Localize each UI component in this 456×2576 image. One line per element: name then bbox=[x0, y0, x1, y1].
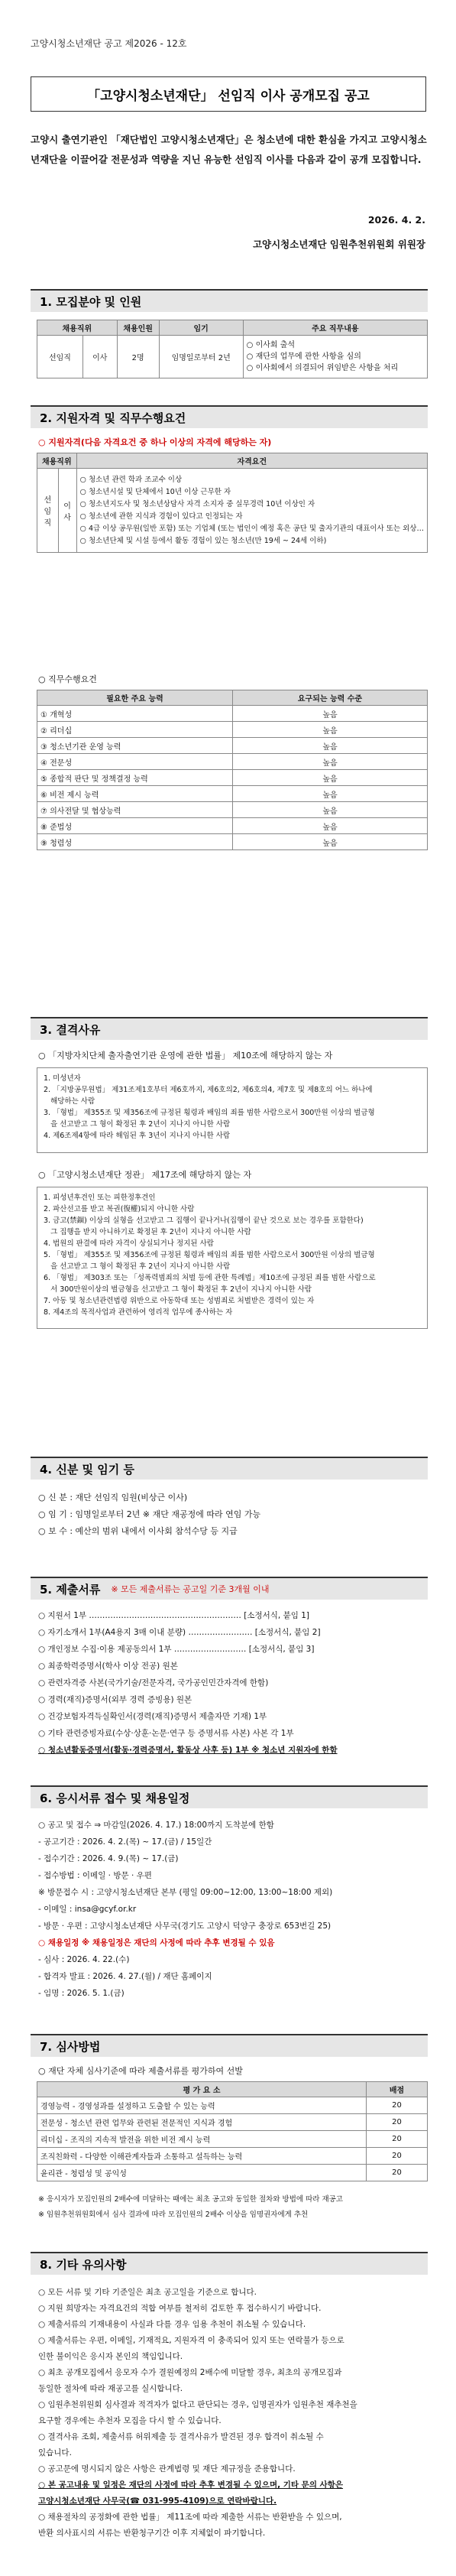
schedule-line: - 접수방법 : 이메일 · 방문 · 우편 bbox=[38, 1871, 152, 1880]
note-line: ○ 지원 희망자는 자격요건의 적합 여부를 철저히 검토한 후 접수하시기 바랍니다. bbox=[38, 2304, 322, 2313]
note-line: ○ 임원추천위원회 심사결과 적격자가 없다고 판단되는 경우, 임명권자가 임원추천 재추천을 bbox=[38, 2400, 357, 2409]
schedule-line: - 합격자 발표 : 2026. 4. 27.(월) / 재단 홈페이지 bbox=[38, 1972, 212, 1981]
section-6-heading: 6. 응시서류 접수 및 채용일정 bbox=[31, 1785, 428, 1808]
document-line: ○ 기타 관련증빙자료(수상·상훈·논문·연구 등 증명서류 사본) 사본 각 1부 bbox=[38, 1729, 294, 1738]
ability-row: ⑨ 청렴성 bbox=[37, 834, 233, 850]
box2-line: 7. 아동 및 청소년관련법령 위반으로 아동학대 또는 성범죄로 처벌받은 경력이 있는 자 bbox=[44, 1297, 315, 1305]
criteria-row: 윤리관 - 청렴성 및 공익성 bbox=[37, 2165, 367, 2181]
recruit-table bbox=[37, 320, 428, 378]
note-line: 요구할 경우에는 추천자 모집을 다시 할 수 있습니다. bbox=[38, 2416, 222, 2425]
section-1-heading: 1. 모집분야 및 인원 bbox=[31, 289, 428, 312]
score-cell: 20 bbox=[367, 2097, 428, 2114]
col-requirements: 자격요건 bbox=[76, 453, 427, 469]
box2-line: 4. 법원의 판결에 따라 자격이 상실되거나 정지된 사람 bbox=[44, 1239, 214, 1248]
position-cell-2: 이사 bbox=[58, 469, 76, 553]
box1-line: 1. 미성년자 bbox=[44, 1074, 81, 1083]
evaluation-note-2: ※ 임원추천위원회에서 심사 결과에 따라 모집인원의 2배수 이상을 임명권자에게 추천 bbox=[38, 2211, 309, 2219]
box2-line: 2. 파산선고를 받고 복권(復權)되지 아니한 사람 bbox=[44, 1205, 195, 1213]
req-6: 청소년단체 및 시설 등에서 활동 경험이 있는 청소년(만 19세 ~ 24세 이하) bbox=[88, 536, 327, 545]
schedule-line: - 심사 : 2026. 4. 22.(수) bbox=[38, 1955, 130, 1964]
section-5-note: ※ 모든 제출서류는 공고일 기준 3개월 이내 bbox=[111, 1584, 270, 1594]
documents-list bbox=[38, 1607, 428, 1759]
ability-row: ④ 전문성 bbox=[37, 754, 233, 770]
box1-line: 해당하는 사람 bbox=[44, 1097, 95, 1106]
eligibility-subtitle: ○ 지원자격(다음 자격요건 중 하나 이상의 자격에 해당하는 자) bbox=[38, 437, 272, 447]
box1-line: 을 선고받고 그 형이 확정된 후 2년이 지나지 아니한 사람 bbox=[44, 1120, 231, 1129]
schedule-line: - 임명 : 2026. 5. 1.(금) bbox=[38, 1989, 125, 1998]
evaluation-table bbox=[37, 2081, 428, 2181]
note-line: 있습니다. bbox=[38, 2448, 72, 2457]
schedule-line-0 bbox=[38, 1817, 428, 1834]
ability-row: ⑤ 종합적 판단 및 정책결정 능력 bbox=[37, 770, 233, 786]
level-cell: 높음 bbox=[233, 738, 428, 754]
requirements-cell: ○ 청소년 관련 학과 조교수 이상 ○ 청소년시설 및 단체에서 10년 이상 근무한 자 ○ 청소년지도사 및 청소년상담사 자격 소지자 중 실무경력 10년 이상인 자 ○ 청소년에 관한 지식과 경험이 있다고 인정되는 자 ○ 4급 이상 공무원(일반 포함) 또는 기업체 (또는 법인이 예정 혹은 공단 및 출자기관의 대표이사 또는 외상… ○ 청소년단체 및 시설 등에서 활동 경험이 있는 청소년(만 19세 ~ 24세 이하) bbox=[76, 469, 427, 553]
position-cell-2: 이사 bbox=[82, 336, 117, 378]
status-list bbox=[38, 1489, 428, 1540]
job-req-table bbox=[37, 690, 428, 850]
box2-line: 5. 「형법」 제355조 및 제356조에 규정된 횡령과 배임의 죄를 범한 사람으로서 300만원 이상의 벌금형 bbox=[44, 1251, 375, 1259]
status-line: ○ 신 분 : 재단 선임직 임원(비상근 이사) bbox=[38, 1493, 188, 1502]
col-score: 배점 bbox=[367, 2082, 428, 2097]
contact-note-line: ○ 본 공고내용 및 일정은 재단의 사정에 따라 추후 변경될 수 있으며, 기타 문의 사항은 bbox=[38, 2480, 344, 2490]
req-4: 청소년에 관한 지식과 경험이 있다고 인정되는 자 bbox=[88, 512, 243, 521]
score-cell: 20 bbox=[367, 2131, 428, 2148]
level-cell: 높음 bbox=[233, 706, 428, 722]
document-line: ○ 자기소개서 1부(A4용지 3매 이내 분량) …………………… [소정서식, 붙임 2] bbox=[38, 1628, 321, 1637]
level-cell: 높음 bbox=[233, 722, 428, 738]
box2-line: 서 300만원이상의 벌금형을 선고받고 그 형이 확정된 후 2년이 지나지 아니한 사람 bbox=[44, 1285, 312, 1294]
note-line: ○ 모든 서류 및 기타 기준일은 최초 공고일을 기준으로 합니다. bbox=[38, 2288, 257, 2297]
criteria-row: 조직친화력 - 다양한 이해관계자들과 소통하고 설득하는 능력 bbox=[37, 2148, 367, 2165]
col-position: 채용직위 bbox=[37, 320, 118, 336]
schedule-line: - 방문 · 우편 : 고양시청소년재단 사무국(경기도 고양시 덕양구 충장로 653번길 25) bbox=[38, 1921, 331, 1931]
note-line: ○ 결격사유 조회, 제출서류 허위제출 등 결격사유가 발견된 경우 합격이 취소될 수 bbox=[38, 2432, 324, 2441]
evaluation-sub: ○ 재단 자체 심사기준에 따라 제출서류를 평가하여 선발 bbox=[38, 2066, 243, 2076]
evaluation-note-1: ※ 응시자가 모집인원의 2배수에 미달하는 때에는 최초 공고와 동일한 절차와 방법에 따라 재공고 bbox=[38, 2195, 343, 2204]
level-cell: 높음 bbox=[233, 770, 428, 786]
schedule-line: ○ 채용일정 ※ 채용일정은 재단의 사정에 따라 추후 변경될 수 있음 bbox=[38, 1938, 275, 1947]
ability-row: ⑧ 준법성 bbox=[37, 818, 233, 834]
notice-number: 고양시청소년재단 공고 제2026 - 12호 bbox=[31, 38, 187, 49]
col-duties: 주요 직무내용 bbox=[243, 320, 427, 336]
col-term: 임기 bbox=[159, 320, 243, 336]
section-5-heading bbox=[31, 1577, 428, 1600]
count-cell: 2명 bbox=[117, 336, 159, 378]
section-8-heading: 8. 기타 유의사항 bbox=[31, 2252, 428, 2275]
schedule-list bbox=[38, 1817, 428, 2002]
section-5-title: 5. 제출서류 bbox=[40, 1582, 101, 1597]
document-line: ○ 최종학력증명서(학사 이상 전공) 원본 bbox=[38, 1662, 178, 1671]
ability-row: ② 리더십 bbox=[37, 722, 233, 738]
box1-line: 2. 「지방공무원법」 제31조제1호부터 제6호까지, 제6호의2, 제6호의4, 제7호 및 제8호의 어느 하나에 bbox=[44, 1086, 373, 1094]
disqualification-box-1 bbox=[37, 1067, 428, 1153]
note-line: ○ 채용절차의 공정화에 관한 법률」 제11조에 따라 제출한 서류는 반환받을 수 있으며, bbox=[38, 2513, 342, 2522]
schedule-text: ○ 공고 및 접수 ⇒ 마감일(2026. 4. 17.) 18:00까지 도착분에 한함 bbox=[38, 1821, 274, 1830]
note-line: ○ 공고문에 명시되지 않은 사항은 관계법령 및 재단 제규정을 준용합니다. bbox=[38, 2464, 296, 2474]
box2-line: 8. 제4조의 목적사업과 관련하여 영리적 업무에 종사하는 자 bbox=[44, 1308, 233, 1317]
schedule-line: ※ 방문접수 시 : 고양시청소년재단 본부 (평일 09:00~12:00, 13:00~18:00 제외) bbox=[38, 1888, 333, 1897]
box1-line: 4. 제6조제4항에 따라 해임된 후 3년이 지나지 아니한 사람 bbox=[44, 1132, 231, 1140]
document-line: ○ 지원서 1부 ………………………………………………… [소정서식, 붙임 1] bbox=[38, 1611, 310, 1620]
level-cell: 높음 bbox=[233, 786, 428, 802]
schedule-line: - 접수기간 : 2026. 4. 9.(목) ~ 17.(금) bbox=[38, 1854, 179, 1863]
intro-text: 고양시 출연기관인 「재단법인 고양시청소년재단」은 청소년에 대한 환심을 가지고 고양시청소년재단을 이끌어갈 전문성과 역량을 지닌 유능한 선임직 이사를 다음과 같이 공개 모집합니다. bbox=[31, 134, 427, 165]
notes-list bbox=[38, 2285, 428, 2542]
note-line: 인한 불이익은 응시자 본인의 책임입니다. bbox=[38, 2352, 183, 2361]
note-line: 동일한 절차에 따라 재공고를 실시합니다. bbox=[38, 2384, 183, 2393]
youth-document-line: ○ 청소년활동증명서(활동·경력증명서, 활동상 사후 등) 1부 ※ 청소년 지원자에 한함 bbox=[38, 1746, 338, 1755]
status-line: ○ 임 기 : 임명일로부터 2년 ※ 재단 재공정에 따라 연임 가능 bbox=[38, 1509, 261, 1519]
disqualification-sub-2: ○ 「고양시청소년재단 정관」 제17조에 해당하지 않는 자 bbox=[38, 1170, 252, 1180]
req-2: 청소년시설 및 단체에서 10년 이상 근무한 자 bbox=[88, 487, 231, 496]
status-line: ○ 보 수 : 예산의 범위 내에서 이사회 참석수당 등 지급 bbox=[38, 1526, 238, 1536]
section-7-heading: 7. 심사방법 bbox=[31, 2034, 428, 2057]
document-line: ○ 경력(재직)증명서(외부 경력 증빙용) 원본 bbox=[38, 1695, 192, 1704]
document-line: ○ 건강보험자격득실확인서(경력(재직)증명서 제출자만 기재) 1부 bbox=[38, 1712, 267, 1721]
note-line: ○ 제출서류의 기재내용이 사실과 다를 경우 임용 추천이 취소될 수 있습니다. bbox=[38, 2320, 306, 2329]
duty-3: 이사회에서 의결되어 위임받은 사항을 처리 bbox=[255, 364, 399, 372]
score-cell: 20 bbox=[367, 2165, 428, 2181]
level-cell: 높음 bbox=[233, 802, 428, 818]
duties-cell: ○ 이사회 출석 ○ 재단의 업무에 관한 사항을 심의 ○ 이사회에서 의결되어 위임받은 사항을 처리 bbox=[243, 336, 427, 378]
section-4-heading: 4. 신분 및 임기 등 bbox=[31, 1457, 428, 1480]
ability-row: ① 개혁성 bbox=[37, 706, 233, 722]
box2-line: 1. 피성년후견인 또는 피한정후견인 bbox=[44, 1194, 156, 1202]
ability-row: ③ 청소년기관 운영 능력 bbox=[37, 738, 233, 754]
req-5: 4급 이상 공무원(일반 포함) 또는 기업체 (또는 법인이 예정 혹은 공단 및 출자기관의 대표이사 또는 외상… bbox=[88, 524, 424, 533]
signature: 고양시청소년재단 임원추천위원회 위원장 bbox=[252, 239, 425, 250]
criteria-row: 리더십 - 조직의 지속적 발전을 위한 비전 제시 능력 bbox=[37, 2131, 367, 2148]
criteria-row: 경영능력 - 경영성과를 설정하고 도출할 수 있는 능력 bbox=[37, 2097, 367, 2114]
document-line: ○ 관련자격증 사본(국가기술/전문자격, 국가공인민간자격에 한함) bbox=[38, 1678, 269, 1688]
level-cell: 높음 bbox=[233, 834, 428, 850]
col-position: 채용직위 bbox=[37, 453, 77, 469]
criteria-row: 전문성 - 청소년 관련 업무와 관련된 전문적인 지식과 경험 bbox=[37, 2114, 367, 2131]
ability-row: ⑥ 비전 제시 능력 bbox=[37, 786, 233, 802]
col-level: 요구되는 능력 수준 bbox=[233, 690, 428, 706]
schedule-line: - 공고기간 : 2026. 4. 2.(목) ~ 17.(금) / 15일간 bbox=[38, 1837, 212, 1847]
term-cell: 임명일로부터 2년 bbox=[159, 336, 243, 378]
page-title: 「고양시청소년재단」 선임직 이사 공개모집 공고 bbox=[31, 76, 426, 112]
contact-phone-line: 고양시청소년재단 사무국(☎ 031-995-4109)으로 연락바랍니다. bbox=[38, 2496, 277, 2506]
score-cell: 20 bbox=[367, 2114, 428, 2131]
note-line: ○ 최초 공개모집에서 응모자 수가 결원예정의 2배수에 미달할 경우, 최초의 공개모집과 bbox=[38, 2368, 342, 2377]
level-cell: 높음 bbox=[233, 818, 428, 834]
col-criteria: 평 가 요 소 bbox=[37, 2082, 367, 2097]
notice-date: 2026. 4. 2. bbox=[367, 214, 425, 226]
note-line: ○ 제출서류는 우편, 이메일, 기재적요, 지원자격 이 충족되어 있지 또는 연락불가 등으로 bbox=[38, 2336, 344, 2345]
section-3-heading: 3. 결격사유 bbox=[31, 1017, 428, 1040]
email-line[interactable]: - 이메일 : insa@gcyf.or.kr bbox=[38, 1905, 137, 1914]
duty-1: 이사회 출석 bbox=[255, 341, 296, 349]
score-cell: 20 bbox=[367, 2148, 428, 2165]
level-cell: 높음 bbox=[233, 754, 428, 770]
req-1: 청소년 관련 학과 조교수 이상 bbox=[88, 475, 183, 484]
box2-line: 그 집행을 받지 아니하기로 확정된 후 2년이 지나지 아니한 사람 bbox=[44, 1228, 251, 1236]
note-line: 반환 의사표시의 서류는 반환청구기간 이후 지체없이 파기합니다. bbox=[38, 2529, 266, 2538]
col-count: 채용인원 bbox=[117, 320, 159, 336]
box2-line: 6. 「형법」 제303조 또는 「성폭력범죄의 처벌 등에 관한 특례법」제10조에 규정된 죄를 범한 사람으로 bbox=[44, 1274, 376, 1282]
req-3: 청소년지도사 및 청소년상담사 자격 소지자 중 실무경력 10년 이상인 자 bbox=[88, 499, 315, 508]
duty-2: 재단의 업무에 관한 사항을 심의 bbox=[255, 352, 361, 361]
position-cell: 선임직 bbox=[37, 469, 59, 553]
disqualification-sub-1: ○ 「지방자치단체 출자출연기관 운영에 관한 법률」 제10조에 해당하지 않는 자 bbox=[38, 1051, 333, 1061]
box2-line: 3. 금고(禁錮) 이상의 실형을 선고받고 그 집행이 끝나거나(집행이 끝난 것으로 보는 경우를 포함한다) bbox=[44, 1217, 364, 1225]
disqualification-box-2 bbox=[37, 1187, 428, 1329]
eligibility-table bbox=[37, 453, 428, 553]
position-cell: 선임직 bbox=[37, 336, 83, 378]
col-ability: 필요한 주요 능력 bbox=[37, 690, 233, 706]
box1-line: 3. 「형법」 제355조 및 제356조에 규정된 횡령과 배임의 죄를 범한 사람으로서 300만원 이상의 벌금형 bbox=[44, 1109, 375, 1117]
document-line: ○ 개인정보 수집·이용 제공동의서 1부 ……………………… [소정서식, 붙임 3] bbox=[38, 1645, 315, 1654]
box2-line: 을 선고받고 그 형이 확정된 후 2년이 지나지 아니한 사람 bbox=[44, 1262, 231, 1271]
ability-row: ⑦ 의사전달 및 협상능력 bbox=[37, 802, 233, 818]
job-req-subtitle: ○ 직무수행요건 bbox=[38, 674, 97, 684]
section-2-heading: 2. 지원자격 및 직무수행요건 bbox=[31, 405, 428, 428]
